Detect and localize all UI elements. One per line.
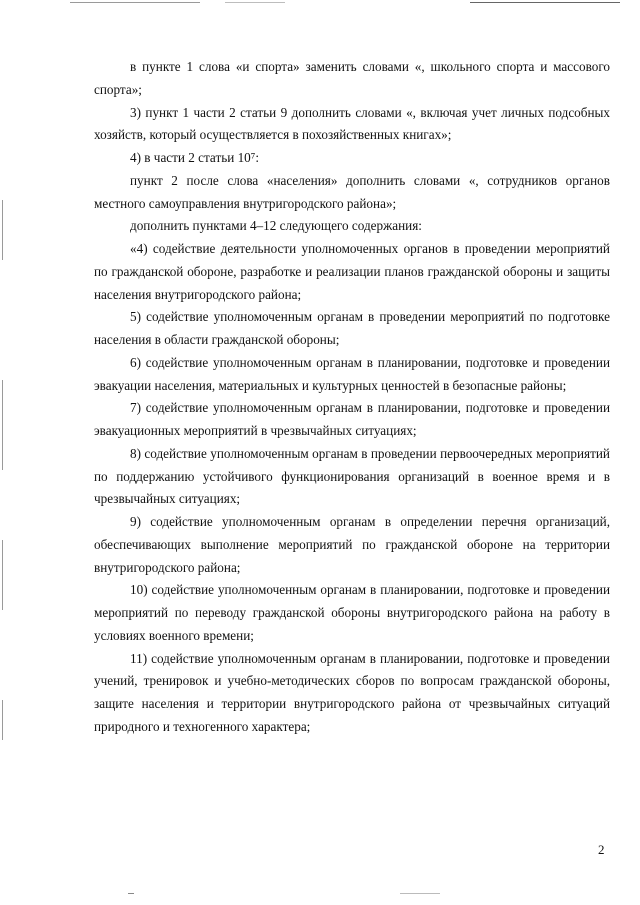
- paragraph: 5) содействие уполномоченным органам в проведении мероприятий по подготовке населения в области гражданской обороны;: [94, 309, 610, 347]
- paragraph: «4) содействие деятельности уполномоченных органов в проведении мероприятий по гражданской обороне, разработке и реализации планов гражданской обороны и защиты населения внутригородского района;: [94, 241, 610, 302]
- paragraph: 7) содействие уполномоченным органам в планировании, подготовке и проведении эвакуационных мероприятий в чрезвычайных ситуациях;: [94, 400, 610, 438]
- paragraph: 8) содействие уполномоченным органам в проведении первоочередных мероприятий по поддержанию устойчивого функционирования организаций в военное время и в чрезвычайных ситуациях;: [94, 445, 610, 507]
- scan-left-edge-mark: [2, 540, 3, 610]
- paragraph: 6) содействие уполномоченным органам в планировании, подготовке и проведении эвакуации населения, материальных и культурных ценностей в безопасные районы;: [94, 354, 610, 393]
- scan-top-edge-mark: [70, 2, 200, 3]
- paragraph: 10) содействие уполномоченным органам в планировании, подготовке и проведении мероприятий по переводу гражданской обороны внутригородского района на работу в условиях военного времени;: [94, 582, 610, 643]
- paragraph: дополнить пунктами 4–12 следующего содержания:: [130, 218, 422, 234]
- scan-top-edge-mark: [225, 2, 285, 3]
- scan-left-edge-mark: [2, 380, 3, 470]
- scan-left-edge-mark: [2, 200, 3, 260]
- paragraph: пункт 2 после слова «населения» дополнить словами «, сотрудников органов местного самоуправления внутригородского района»;: [94, 172, 610, 211]
- paragraph: 9) содействие уполномоченным органам в определении перечня организаций, обеспечивающих выполнение мероприятий по гражданской обороне на территории внутригородского района;: [94, 514, 610, 575]
- scan-speck: [128, 893, 134, 894]
- paragraph: 3) пункт 1 части 2 статьи 9 дополнить словами «, включая учет личных подсобных хозяйств, который осуществляется в похозяйственных книгах»;: [94, 104, 610, 143]
- paragraph: в пункте 1 слова «и спорта» заменить словами «, школьного спорта и массового спорта»;: [94, 59, 610, 97]
- paragraph: 4) в части 2 статьи 10⁷:: [130, 150, 260, 165]
- scan-speck: [400, 893, 440, 894]
- document-body: [94, 56, 610, 739]
- paragraph: 11) содействие уполномоченным органам в планировании, подготовке и проведении учений, тренировок и учебно-методических сборов по вопросам гражданской обороны, защите населения и территории внутригородского района от чрезвычайных ситуаций природного и техногенного характера;: [94, 650, 610, 734]
- scan-top-edge-mark: [470, 2, 620, 3]
- scan-left-edge-mark: [2, 700, 3, 740]
- page-number: 2: [598, 842, 605, 857]
